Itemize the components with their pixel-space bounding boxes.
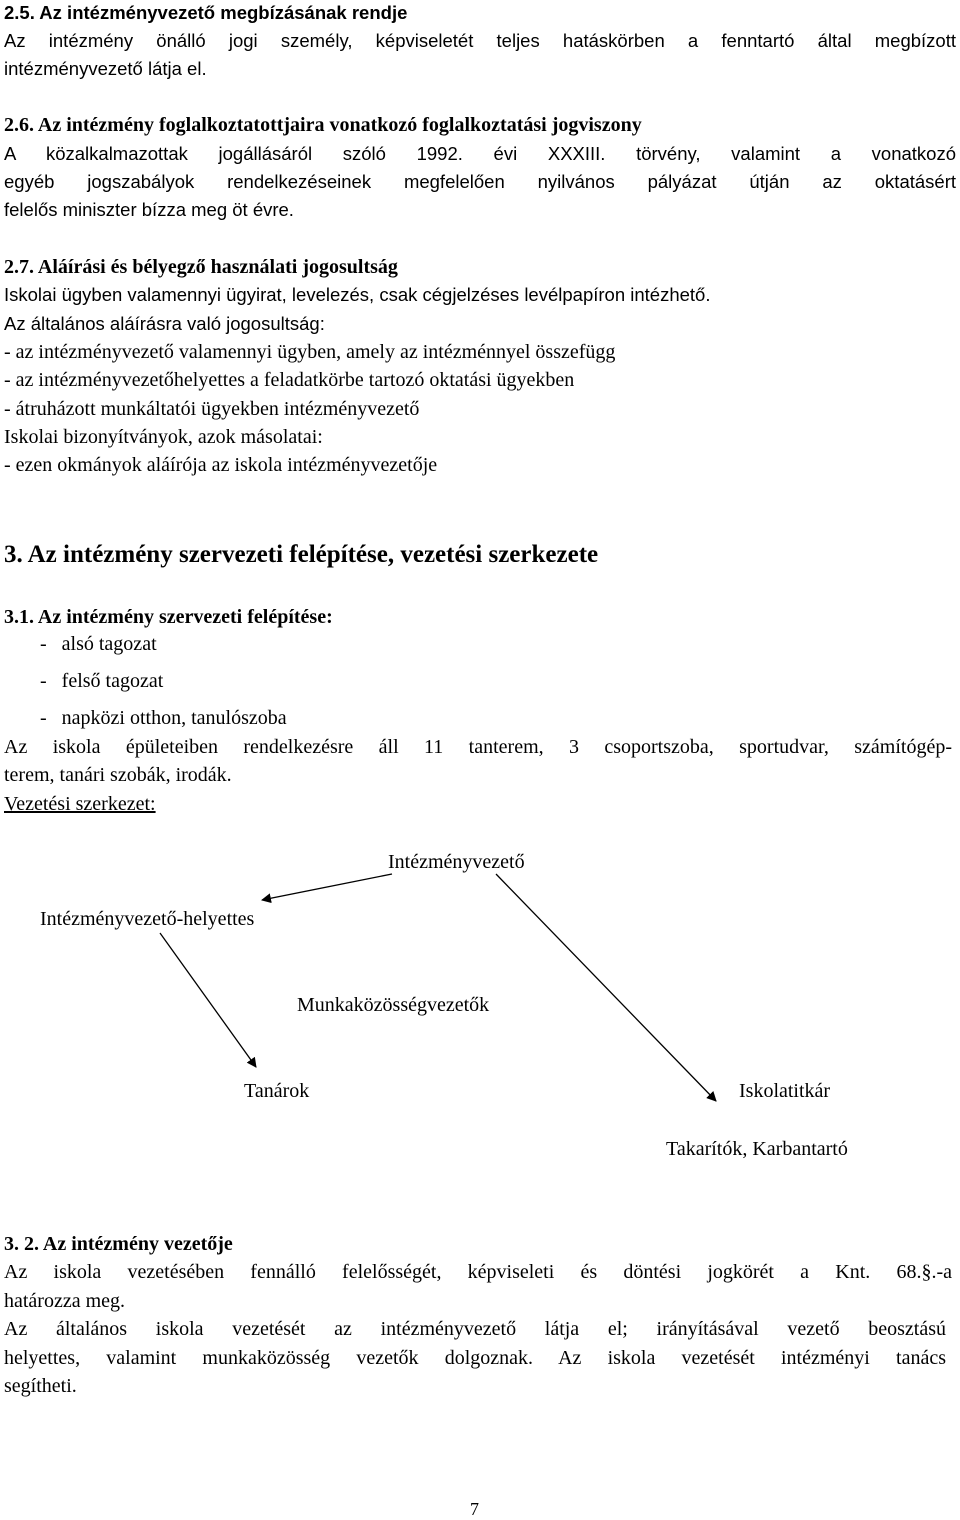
arrow-head-to-deputy: [262, 874, 392, 900]
list-item: - napközi otthon, tanulószoba: [40, 707, 287, 729]
section-2-7-line: - ezen okmányok aláírója az iskola intézményvezetője: [4, 454, 438, 476]
section-2-7-line: - átruházott munkáltatói ügyekben intézményvezető: [4, 398, 420, 420]
org-node-staff: Takarítók, Karbantartó: [666, 1138, 848, 1160]
arrow-head-to-secretary: [496, 874, 716, 1101]
section-3-2-text-line: helyettes, valamint munkaközösség vezetők dolgoznak. Az iskola vezetését intézményi tanács: [4, 1347, 946, 1369]
arrow-deputy-to-teachers: [160, 933, 256, 1067]
section-2-6-heading: 2.6. Az intézmény foglalkoztatottjaira vonatkozó foglalkoztatási jogviszony: [4, 114, 642, 136]
org-node-teachers: Tanárok: [244, 1080, 310, 1102]
org-node-deputy: Intézményvezető-helyettes: [40, 908, 255, 930]
section-2-6-text-line: felelős miniszter bízza meg öt évre.: [4, 199, 294, 220]
section-2-6-text-line: A közalkalmazottak jogállásáról szóló 1992. évi XXXIII. törvény, valamint a vonatkozó: [4, 143, 956, 164]
section-3-2-text-line: Az általános iskola vezetését az intézményvezető látja el; irányításával vezető beosztású: [4, 1318, 946, 1340]
section-3-2-text-line: határozza meg.: [4, 1290, 126, 1312]
section-2-7-line: - az intézményvezető valamennyi ügyben, amely az intézménnyel összefügg: [4, 341, 616, 363]
structure-label: Vezetési szerkezet:: [4, 793, 156, 815]
section-2-5-text-line: intézményvezető látja el.: [4, 58, 207, 79]
section-2-7-line: Az általános aláírásra való jogosultság:: [4, 313, 325, 334]
section-3-2-text-line: segítheti.: [4, 1375, 77, 1397]
section-2-5-text-line: Az intézmény önálló jogi személy, képviseletét teljes hatáskörben a fenntartó által megbízott: [4, 30, 956, 51]
section-3-1-heading: 3.1. Az intézmény szervezeti felépítése:: [4, 606, 333, 628]
list-item: - alsó tagozat: [40, 633, 157, 655]
org-node-head: Intézményvezető: [388, 851, 525, 873]
section-3-1-text-line: terem, tanári szobák, irodák.: [4, 764, 232, 786]
org-node-workgroup-leads: Munkaközösségvezetők: [297, 994, 490, 1016]
section-2-7-line: Iskolai ügyben valamennyi ügyirat, levelezés, csak cégjelzéses levélpapíron intézhető.: [4, 284, 711, 305]
section-2-7-heading: 2.7. Aláírási és bélyegző használati jogosultság: [4, 256, 398, 278]
section-3-2-heading: 3. 2. Az intézmény vezetője: [4, 1233, 233, 1255]
org-node-secretary: Iskolatitkár: [739, 1080, 831, 1102]
page-number: 7: [470, 1499, 479, 1519]
section-3-2-text-line: Az iskola vezetésében fennálló felelősségét, képviseleti és döntési jogkörét a Knt. 68.§.-a: [4, 1261, 952, 1283]
section-2-5-heading: 2.5. Az intézményvezető megbízásának rendje: [4, 2, 408, 23]
section-2-7-line: Iskolai bizonyítványok, azok másolatai:: [4, 426, 323, 448]
section-2-7-line: - az intézményvezetőhelyettes a feladatkörbe tartozó oktatási ügyekben: [4, 369, 575, 391]
section-3-heading: 3. Az intézmény szervezeti felépítése, vezetési szerkezete: [4, 541, 599, 568]
section-2-6-text-line: egyéb jogszabályok rendelkezéseinek megfelelően nyilvános pályázat útján az oktatásért: [4, 171, 956, 192]
list-item: - felső tagozat: [40, 670, 164, 692]
section-3-1-text-line: Az iskola épületeiben rendelkezésre áll 11 tanterem, 3 csoportszoba, sportudvar, számítógép-: [4, 736, 952, 758]
